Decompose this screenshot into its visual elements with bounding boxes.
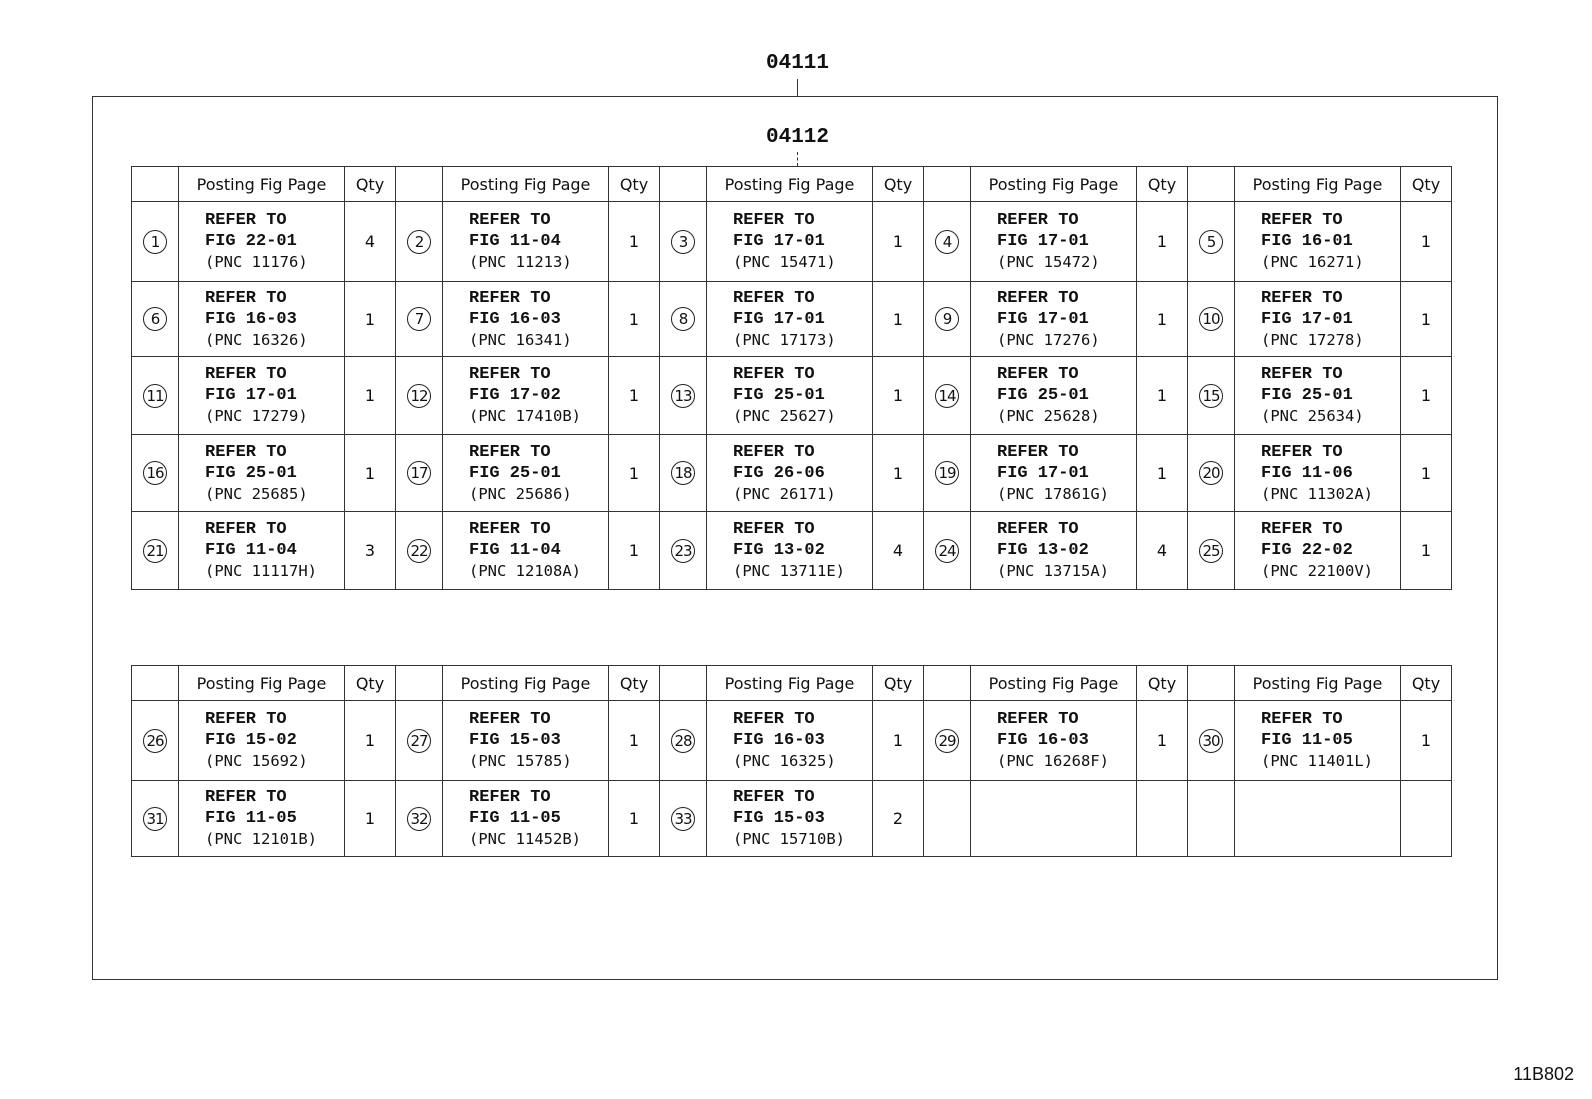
- reference-cell: [707, 512, 873, 590]
- item-number-circle: 18: [671, 461, 695, 485]
- pnc-reference: (PNC 11176): [205, 253, 308, 271]
- qty-cell: 1: [1137, 701, 1188, 781]
- pnc-reference: (PNC 17279): [205, 407, 308, 425]
- table-row: [132, 202, 1452, 282]
- pnc-reference: (PNC 25686): [469, 484, 572, 503]
- refer-to-text: REFER TO: [733, 365, 815, 384]
- item-number-cell: [396, 781, 443, 857]
- fig-reference: FIG 16-03: [733, 731, 825, 750]
- header-number-cell: [924, 666, 971, 701]
- qty-cell: 1: [345, 781, 396, 857]
- refer-to-text: REFER TO: [997, 710, 1079, 729]
- item-number-cell: [660, 357, 707, 435]
- pnc-reference: (PNC 12108A): [469, 562, 581, 580]
- fig-reference: FIG 11-05: [205, 809, 297, 828]
- reference-cell: [1235, 781, 1401, 857]
- item-number-cell: [924, 512, 971, 590]
- reference-cell: [1235, 202, 1401, 282]
- qty-cell: 1: [873, 202, 924, 282]
- reference-cell: [1235, 435, 1401, 512]
- qty-cell: [1401, 781, 1452, 857]
- fig-reference: FIG 15-02: [205, 731, 297, 750]
- fig-reference: FIG 11-06: [1261, 463, 1353, 483]
- reference-cell: [443, 202, 609, 282]
- qty-cell: 1: [345, 701, 396, 781]
- reference-cell: [179, 282, 345, 357]
- item-number-circle: 26: [143, 729, 167, 753]
- reference-cell: [707, 701, 873, 781]
- item-number-cell: [924, 435, 971, 512]
- header-number-cell: [1188, 666, 1235, 701]
- item-number-cell: [924, 781, 971, 857]
- fig-reference: FIG 16-03: [997, 731, 1089, 750]
- reference-cell: [1235, 357, 1401, 435]
- reference-cell: [443, 357, 609, 435]
- pnc-reference: (PNC 11302A): [1261, 484, 1373, 503]
- table-row: [132, 282, 1452, 357]
- header-posting-fig-page: Posting Fig Page: [707, 666, 873, 701]
- header-qty: Qty: [1137, 167, 1188, 202]
- fig-reference: FIG 25-01: [733, 386, 825, 405]
- refer-to-text: REFER TO: [733, 442, 815, 462]
- item-number-cell: [660, 435, 707, 512]
- qty-cell: 1: [1401, 282, 1452, 357]
- pnc-reference: (PNC 13711E): [733, 562, 845, 580]
- item-number-cell: [1188, 357, 1235, 435]
- assembly-label-inner: 04112: [766, 126, 830, 149]
- fig-reference: FIG 17-02: [469, 386, 561, 405]
- item-number-cell: [924, 202, 971, 282]
- item-number-circle: 7: [407, 307, 431, 331]
- reference-cell: [1235, 701, 1401, 781]
- table-row: [132, 357, 1452, 435]
- item-number-cell: [132, 512, 179, 590]
- refer-to-text: REFER TO: [469, 520, 551, 539]
- fig-reference: FIG 15-03: [733, 809, 825, 828]
- item-number-cell: [132, 435, 179, 512]
- item-number-circle: 33: [671, 807, 695, 831]
- fig-reference: FIG 17-01: [733, 309, 825, 329]
- pnc-reference: (PNC 15692): [205, 752, 308, 770]
- item-number-cell: [1188, 202, 1235, 282]
- fig-reference: FIG 11-04: [205, 541, 297, 560]
- item-number-circle: 32: [407, 807, 431, 831]
- header-posting-fig-page: Posting Fig Page: [707, 167, 873, 202]
- refer-to-text: REFER TO: [205, 211, 287, 230]
- refer-to-text: REFER TO: [205, 788, 287, 807]
- qty-cell: 1: [1401, 202, 1452, 282]
- qty-cell: 2: [873, 781, 924, 857]
- pnc-reference: (PNC 15472): [997, 253, 1100, 271]
- reference-cell: [443, 781, 609, 857]
- qty-cell: 1: [1401, 435, 1452, 512]
- reference-cell: [707, 282, 873, 357]
- header-posting-fig-page: Posting Fig Page: [179, 167, 345, 202]
- qty-cell: 1: [345, 435, 396, 512]
- item-number-cell: [1188, 512, 1235, 590]
- reference-table-2: [131, 665, 1452, 857]
- pnc-reference: (PNC 11401L): [1261, 752, 1373, 770]
- table-header-row: [132, 666, 1452, 701]
- item-number-circle: 30: [1199, 729, 1223, 753]
- item-number-circle: 3: [671, 230, 695, 254]
- qty-cell: 3: [345, 512, 396, 590]
- table-header-row: [132, 167, 1452, 202]
- item-number-cell: [660, 282, 707, 357]
- pnc-reference: (PNC 16268F): [997, 752, 1109, 770]
- table-body: [132, 701, 1452, 857]
- fig-reference: FIG 16-03: [205, 309, 297, 329]
- qty-cell: 1: [1137, 202, 1188, 282]
- reference-cell: [971, 701, 1137, 781]
- reference-cell: [179, 781, 345, 857]
- qty-cell: 1: [1401, 357, 1452, 435]
- qty-cell: 1: [609, 512, 660, 590]
- table-body: [132, 202, 1452, 590]
- item-number-circle: 12: [407, 384, 431, 408]
- header-number-cell: [660, 666, 707, 701]
- qty-cell: 4: [1137, 512, 1188, 590]
- fig-reference: FIG 11-04: [469, 541, 561, 560]
- qty-cell: 1: [345, 282, 396, 357]
- pnc-reference: (PNC 17861G): [997, 484, 1109, 503]
- pnc-reference: (PNC 16271): [1261, 253, 1364, 271]
- header-qty: Qty: [1401, 167, 1452, 202]
- reference-cell: [1235, 282, 1401, 357]
- refer-to-text: REFER TO: [997, 520, 1079, 539]
- item-number-circle: 20: [1199, 461, 1223, 485]
- header-posting-fig-page: Posting Fig Page: [1235, 666, 1401, 701]
- reference-cell: [971, 357, 1137, 435]
- fig-reference: FIG 25-01: [469, 463, 561, 483]
- fig-reference: FIG 26-06: [733, 463, 825, 483]
- item-number-cell: [132, 282, 179, 357]
- header-number-cell: [132, 167, 179, 202]
- item-number-cell: [132, 701, 179, 781]
- header-number-cell: [660, 167, 707, 202]
- header-posting-fig-page: Posting Fig Page: [443, 666, 609, 701]
- refer-to-text: REFER TO: [469, 710, 551, 729]
- pnc-reference: (PNC 17278): [1261, 330, 1364, 349]
- qty-cell: 1: [873, 357, 924, 435]
- pnc-reference: (PNC 17173): [733, 330, 836, 349]
- item-number-cell: [1188, 781, 1235, 857]
- fig-reference: FIG 25-01: [1261, 386, 1353, 405]
- qty-cell: 1: [1137, 435, 1188, 512]
- pnc-reference: (PNC 11213): [469, 253, 572, 271]
- qty-cell: 1: [609, 282, 660, 357]
- item-number-cell: [660, 512, 707, 590]
- qty-cell: 1: [1401, 512, 1452, 590]
- fig-reference: FIG 15-03: [469, 731, 561, 750]
- pnc-reference: (PNC 16341): [469, 330, 572, 349]
- reference-cell: [707, 357, 873, 435]
- header-posting-fig-page: Posting Fig Page: [443, 167, 609, 202]
- fig-reference: FIG 25-01: [997, 386, 1089, 405]
- refer-to-text: REFER TO: [469, 288, 551, 308]
- header-qty: Qty: [873, 167, 924, 202]
- item-number-cell: [924, 701, 971, 781]
- header-qty: Qty: [345, 167, 396, 202]
- reference-cell: [707, 781, 873, 857]
- fig-reference: FIG 13-02: [733, 541, 825, 560]
- item-number-cell: [396, 512, 443, 590]
- refer-to-text: REFER TO: [1261, 288, 1343, 308]
- fig-reference: FIG 17-01: [997, 232, 1089, 251]
- item-number-circle: 2: [407, 230, 431, 254]
- pnc-reference: (PNC 17410B): [469, 407, 581, 425]
- qty-cell: 1: [1137, 282, 1188, 357]
- item-number-circle: 14: [935, 384, 959, 408]
- reference-cell: [443, 701, 609, 781]
- fig-reference: FIG 13-02: [997, 541, 1089, 560]
- item-number-circle: 29: [935, 729, 959, 753]
- fig-reference: FIG 16-03: [469, 309, 561, 329]
- item-number-cell: [396, 435, 443, 512]
- table-row: [132, 701, 1452, 781]
- fig-reference: FIG 17-01: [1261, 309, 1353, 329]
- refer-to-text: REFER TO: [733, 788, 815, 807]
- item-number-cell: [396, 282, 443, 357]
- illustration-code: 11B802: [1513, 1064, 1574, 1084]
- pnc-reference: (PNC 16326): [205, 330, 308, 349]
- reference-cell: [443, 282, 609, 357]
- reference-cell: [179, 701, 345, 781]
- header-qty: Qty: [609, 167, 660, 202]
- refer-to-text: REFER TO: [205, 288, 287, 308]
- item-number-cell: [660, 701, 707, 781]
- fig-reference: FIG 17-01: [205, 386, 297, 405]
- header-posting-fig-page: Posting Fig Page: [1235, 167, 1401, 202]
- refer-to-text: REFER TO: [733, 288, 815, 308]
- refer-to-text: REFER TO: [469, 788, 551, 807]
- refer-to-text: REFER TO: [1261, 710, 1343, 729]
- refer-to-text: REFER TO: [997, 211, 1079, 230]
- item-number-circle: 16: [143, 461, 167, 485]
- item-number-cell: [396, 701, 443, 781]
- reference-cell: [179, 435, 345, 512]
- assembly-label-outer: 04111: [766, 52, 830, 75]
- fig-reference: FIG 22-01: [205, 232, 297, 251]
- item-number-circle: 6: [143, 307, 167, 331]
- reference-cell: [707, 435, 873, 512]
- item-number-cell: [924, 357, 971, 435]
- reference-cell: [971, 202, 1137, 282]
- refer-to-text: REFER TO: [205, 710, 287, 729]
- fig-reference: FIG 11-05: [469, 809, 561, 828]
- item-number-cell: [396, 357, 443, 435]
- refer-to-text: REFER TO: [205, 365, 287, 384]
- fig-reference: FIG 22-02: [1261, 541, 1353, 560]
- reference-cell: [707, 202, 873, 282]
- header-qty: Qty: [873, 666, 924, 701]
- qty-cell: 1: [345, 357, 396, 435]
- refer-to-text: REFER TO: [205, 442, 287, 462]
- item-number-cell: [1188, 282, 1235, 357]
- qty-cell: 1: [609, 202, 660, 282]
- header-number-cell: [396, 666, 443, 701]
- table-row: [132, 781, 1452, 857]
- pnc-reference: (PNC 25628): [997, 407, 1100, 425]
- item-number-cell: [132, 357, 179, 435]
- header-qty: Qty: [1137, 666, 1188, 701]
- qty-cell: [1137, 781, 1188, 857]
- item-number-circle: 28: [671, 729, 695, 753]
- item-number-circle: 25: [1199, 539, 1223, 563]
- item-number-cell: [396, 202, 443, 282]
- header-qty: Qty: [1401, 666, 1452, 701]
- refer-to-text: REFER TO: [469, 442, 551, 462]
- item-number-circle: 24: [935, 539, 959, 563]
- item-number-circle: 15: [1199, 384, 1223, 408]
- pnc-reference: (PNC 22100V): [1261, 562, 1373, 580]
- reference-cell: [971, 282, 1137, 357]
- header-qty: Qty: [345, 666, 396, 701]
- leader-line-inner: [797, 152, 798, 166]
- refer-to-text: REFER TO: [1261, 211, 1343, 230]
- qty-cell: 1: [609, 781, 660, 857]
- fig-reference: FIG 25-01: [205, 463, 297, 483]
- qty-cell: 1: [873, 282, 924, 357]
- refer-to-text: REFER TO: [997, 365, 1079, 384]
- pnc-reference: (PNC 25627): [733, 407, 836, 425]
- reference-cell: [971, 435, 1137, 512]
- leader-line-outer: [797, 79, 798, 96]
- item-number-circle: 22: [407, 539, 431, 563]
- reference-cell: [443, 435, 609, 512]
- refer-to-text: REFER TO: [997, 442, 1079, 462]
- pnc-reference: (PNC 25685): [205, 484, 308, 503]
- pnc-reference: (PNC 15785): [469, 752, 572, 770]
- fig-reference: FIG 17-01: [997, 309, 1089, 329]
- pnc-reference: (PNC 15471): [733, 253, 836, 271]
- fig-reference: FIG 11-05: [1261, 731, 1353, 750]
- header-qty: Qty: [609, 666, 660, 701]
- reference-cell: [179, 512, 345, 590]
- item-number-circle: 4: [935, 230, 959, 254]
- item-number-circle: 1: [143, 230, 167, 254]
- qty-cell: 1: [1137, 357, 1188, 435]
- qty-cell: 1: [1401, 701, 1452, 781]
- table-row: [132, 435, 1452, 512]
- refer-to-text: REFER TO: [1261, 365, 1343, 384]
- fig-reference: FIG 17-01: [997, 463, 1089, 483]
- reference-cell: [971, 781, 1137, 857]
- item-number-circle: 19: [935, 461, 959, 485]
- qty-cell: 4: [873, 512, 924, 590]
- item-number-circle: 23: [671, 539, 695, 563]
- pnc-reference: (PNC 11452B): [469, 830, 581, 848]
- item-number-cell: [132, 781, 179, 857]
- refer-to-text: REFER TO: [733, 710, 815, 729]
- item-number-circle: 8: [671, 307, 695, 331]
- table-row: [132, 512, 1452, 590]
- refer-to-text: REFER TO: [997, 288, 1079, 308]
- reference-cell: [179, 357, 345, 435]
- header-posting-fig-page: Posting Fig Page: [971, 666, 1137, 701]
- item-number-cell: [1188, 701, 1235, 781]
- pnc-reference: (PNC 12101B): [205, 830, 317, 848]
- refer-to-text: REFER TO: [733, 211, 815, 230]
- pnc-reference: (PNC 25634): [1261, 407, 1364, 425]
- fig-reference: FIG 16-01: [1261, 232, 1353, 251]
- refer-to-text: REFER TO: [205, 520, 287, 539]
- qty-cell: 1: [609, 701, 660, 781]
- header-number-cell: [1188, 167, 1235, 202]
- refer-to-text: REFER TO: [1261, 520, 1343, 539]
- item-number-cell: [132, 202, 179, 282]
- header-posting-fig-page: Posting Fig Page: [179, 666, 345, 701]
- pnc-reference: (PNC 13715A): [997, 562, 1109, 580]
- item-number-circle: 13: [671, 384, 695, 408]
- header-number-cell: [132, 666, 179, 701]
- pnc-reference: (PNC 15710B): [733, 830, 845, 848]
- item-number-circle: 11: [143, 384, 167, 408]
- item-number-circle: 17: [407, 461, 431, 485]
- refer-to-text: REFER TO: [1261, 442, 1343, 462]
- item-number-circle: 31: [143, 807, 167, 831]
- header-number-cell: [924, 167, 971, 202]
- refer-to-text: REFER TO: [733, 520, 815, 539]
- reference-cell: [1235, 512, 1401, 590]
- item-number-cell: [660, 202, 707, 282]
- header-posting-fig-page: Posting Fig Page: [971, 167, 1137, 202]
- qty-cell: 1: [873, 435, 924, 512]
- item-number-circle: 27: [407, 729, 431, 753]
- qty-cell: 1: [609, 357, 660, 435]
- refer-to-text: REFER TO: [469, 365, 551, 384]
- reference-cell: [443, 512, 609, 590]
- refer-to-text: REFER TO: [469, 211, 551, 230]
- item-number-cell: [924, 282, 971, 357]
- pnc-reference: (PNC 11117H): [205, 562, 317, 580]
- fig-reference: FIG 17-01: [733, 232, 825, 251]
- item-number-circle: 10: [1199, 307, 1223, 331]
- item-number-circle: 9: [935, 307, 959, 331]
- qty-cell: 4: [345, 202, 396, 282]
- item-number-cell: [1188, 435, 1235, 512]
- pnc-reference: (PNC 17276): [997, 330, 1100, 349]
- reference-cell: [179, 202, 345, 282]
- qty-cell: 1: [873, 701, 924, 781]
- reference-cell: [971, 512, 1137, 590]
- item-number-circle: 5: [1199, 230, 1223, 254]
- reference-table-1: [131, 166, 1452, 590]
- pnc-reference: (PNC 16325): [733, 752, 836, 770]
- item-number-circle: 21: [143, 539, 167, 563]
- header-number-cell: [396, 167, 443, 202]
- fig-reference: FIG 11-04: [469, 232, 561, 251]
- item-number-cell: [660, 781, 707, 857]
- qty-cell: 1: [609, 435, 660, 512]
- pnc-reference: (PNC 26171): [733, 484, 836, 503]
